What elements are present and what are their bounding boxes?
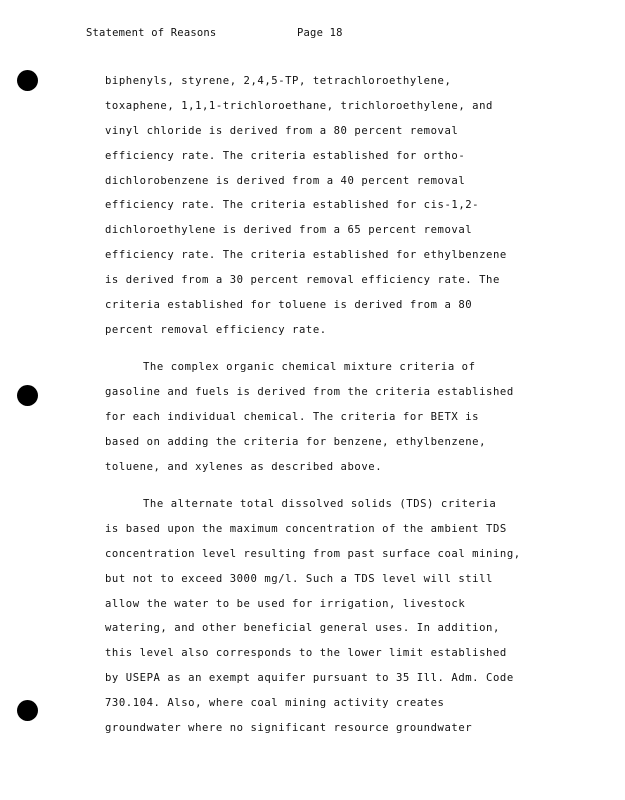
text-line: percent removal efficiency rate. (105, 323, 327, 336)
text-line: 730.104. Also, where coal mining activity creates (105, 697, 445, 710)
text-line: criteria established for toluene is derived from a 80 (105, 299, 473, 312)
paragraph-2 (105, 355, 565, 479)
text-line: biphenyls, styrene, 2,4,5-TP, tetrachloroethylene, (105, 75, 452, 87)
text-line: dichloroethylene is derived from a 65 percent removal (105, 224, 473, 237)
text-line: watering, and other beneficial general uses. In addition, (105, 622, 500, 635)
paragraph-1 (105, 69, 565, 343)
paragraph-3 (105, 492, 565, 741)
text-line: for each individual chemical. The criteria for BETX is (105, 410, 480, 423)
text-line: efficiency rate. The criteria established for cis-1,2- (105, 199, 480, 212)
text-line: this level also corresponds to the lower limit established (105, 647, 507, 660)
text-line: vinyl chloride is derived from a 80 percent removal (105, 124, 459, 137)
text-line: is derived from a 30 percent removal efficiency rate. The (105, 274, 500, 287)
text-line: is based upon the maximum concentration of the ambient TDS (105, 522, 507, 535)
text-line: The complex organic chemical mixture criteria of (143, 361, 476, 374)
text-line: toxaphene, 1,1,1-trichloroethane, trichloroethylene, and (105, 99, 493, 112)
text-line: groundwater where no significant resource groundwater (105, 722, 473, 735)
document-title: Statement of Reasons (86, 27, 217, 39)
page-header (86, 27, 343, 39)
text-line: The alternate total dissolved solids (TDS) criteria (143, 498, 497, 511)
punch-hole (17, 385, 38, 406)
punch-hole (17, 700, 38, 721)
text-line: but not to exceed 3000 mg/l. Such a TDS level will still (105, 572, 493, 585)
body-text (105, 69, 565, 741)
text-line: concentration level resulting from past surface coal mining, (105, 547, 521, 560)
text-line: allow the water to be used for irrigation, livestock (105, 597, 466, 610)
text-line: based on adding the criteria for benzene, ethylbenzene, (105, 435, 487, 448)
text-line: efficiency rate. The criteria established for ortho- (105, 149, 466, 162)
page-number: Page 18 (297, 27, 343, 39)
text-line: efficiency rate. The criteria established for ethylbenzene (105, 249, 507, 262)
punch-hole (17, 70, 38, 91)
text-line: by USEPA as an exempt aquifer pursuant to 35 Ill. Adm. Code (105, 672, 514, 685)
text-line: toluene, and xylenes as described above. (105, 460, 383, 473)
text-line: gasoline and fuels is derived from the criteria established (105, 386, 514, 399)
text-line: dichlorobenzene is derived from a 40 percent removal (105, 174, 466, 187)
